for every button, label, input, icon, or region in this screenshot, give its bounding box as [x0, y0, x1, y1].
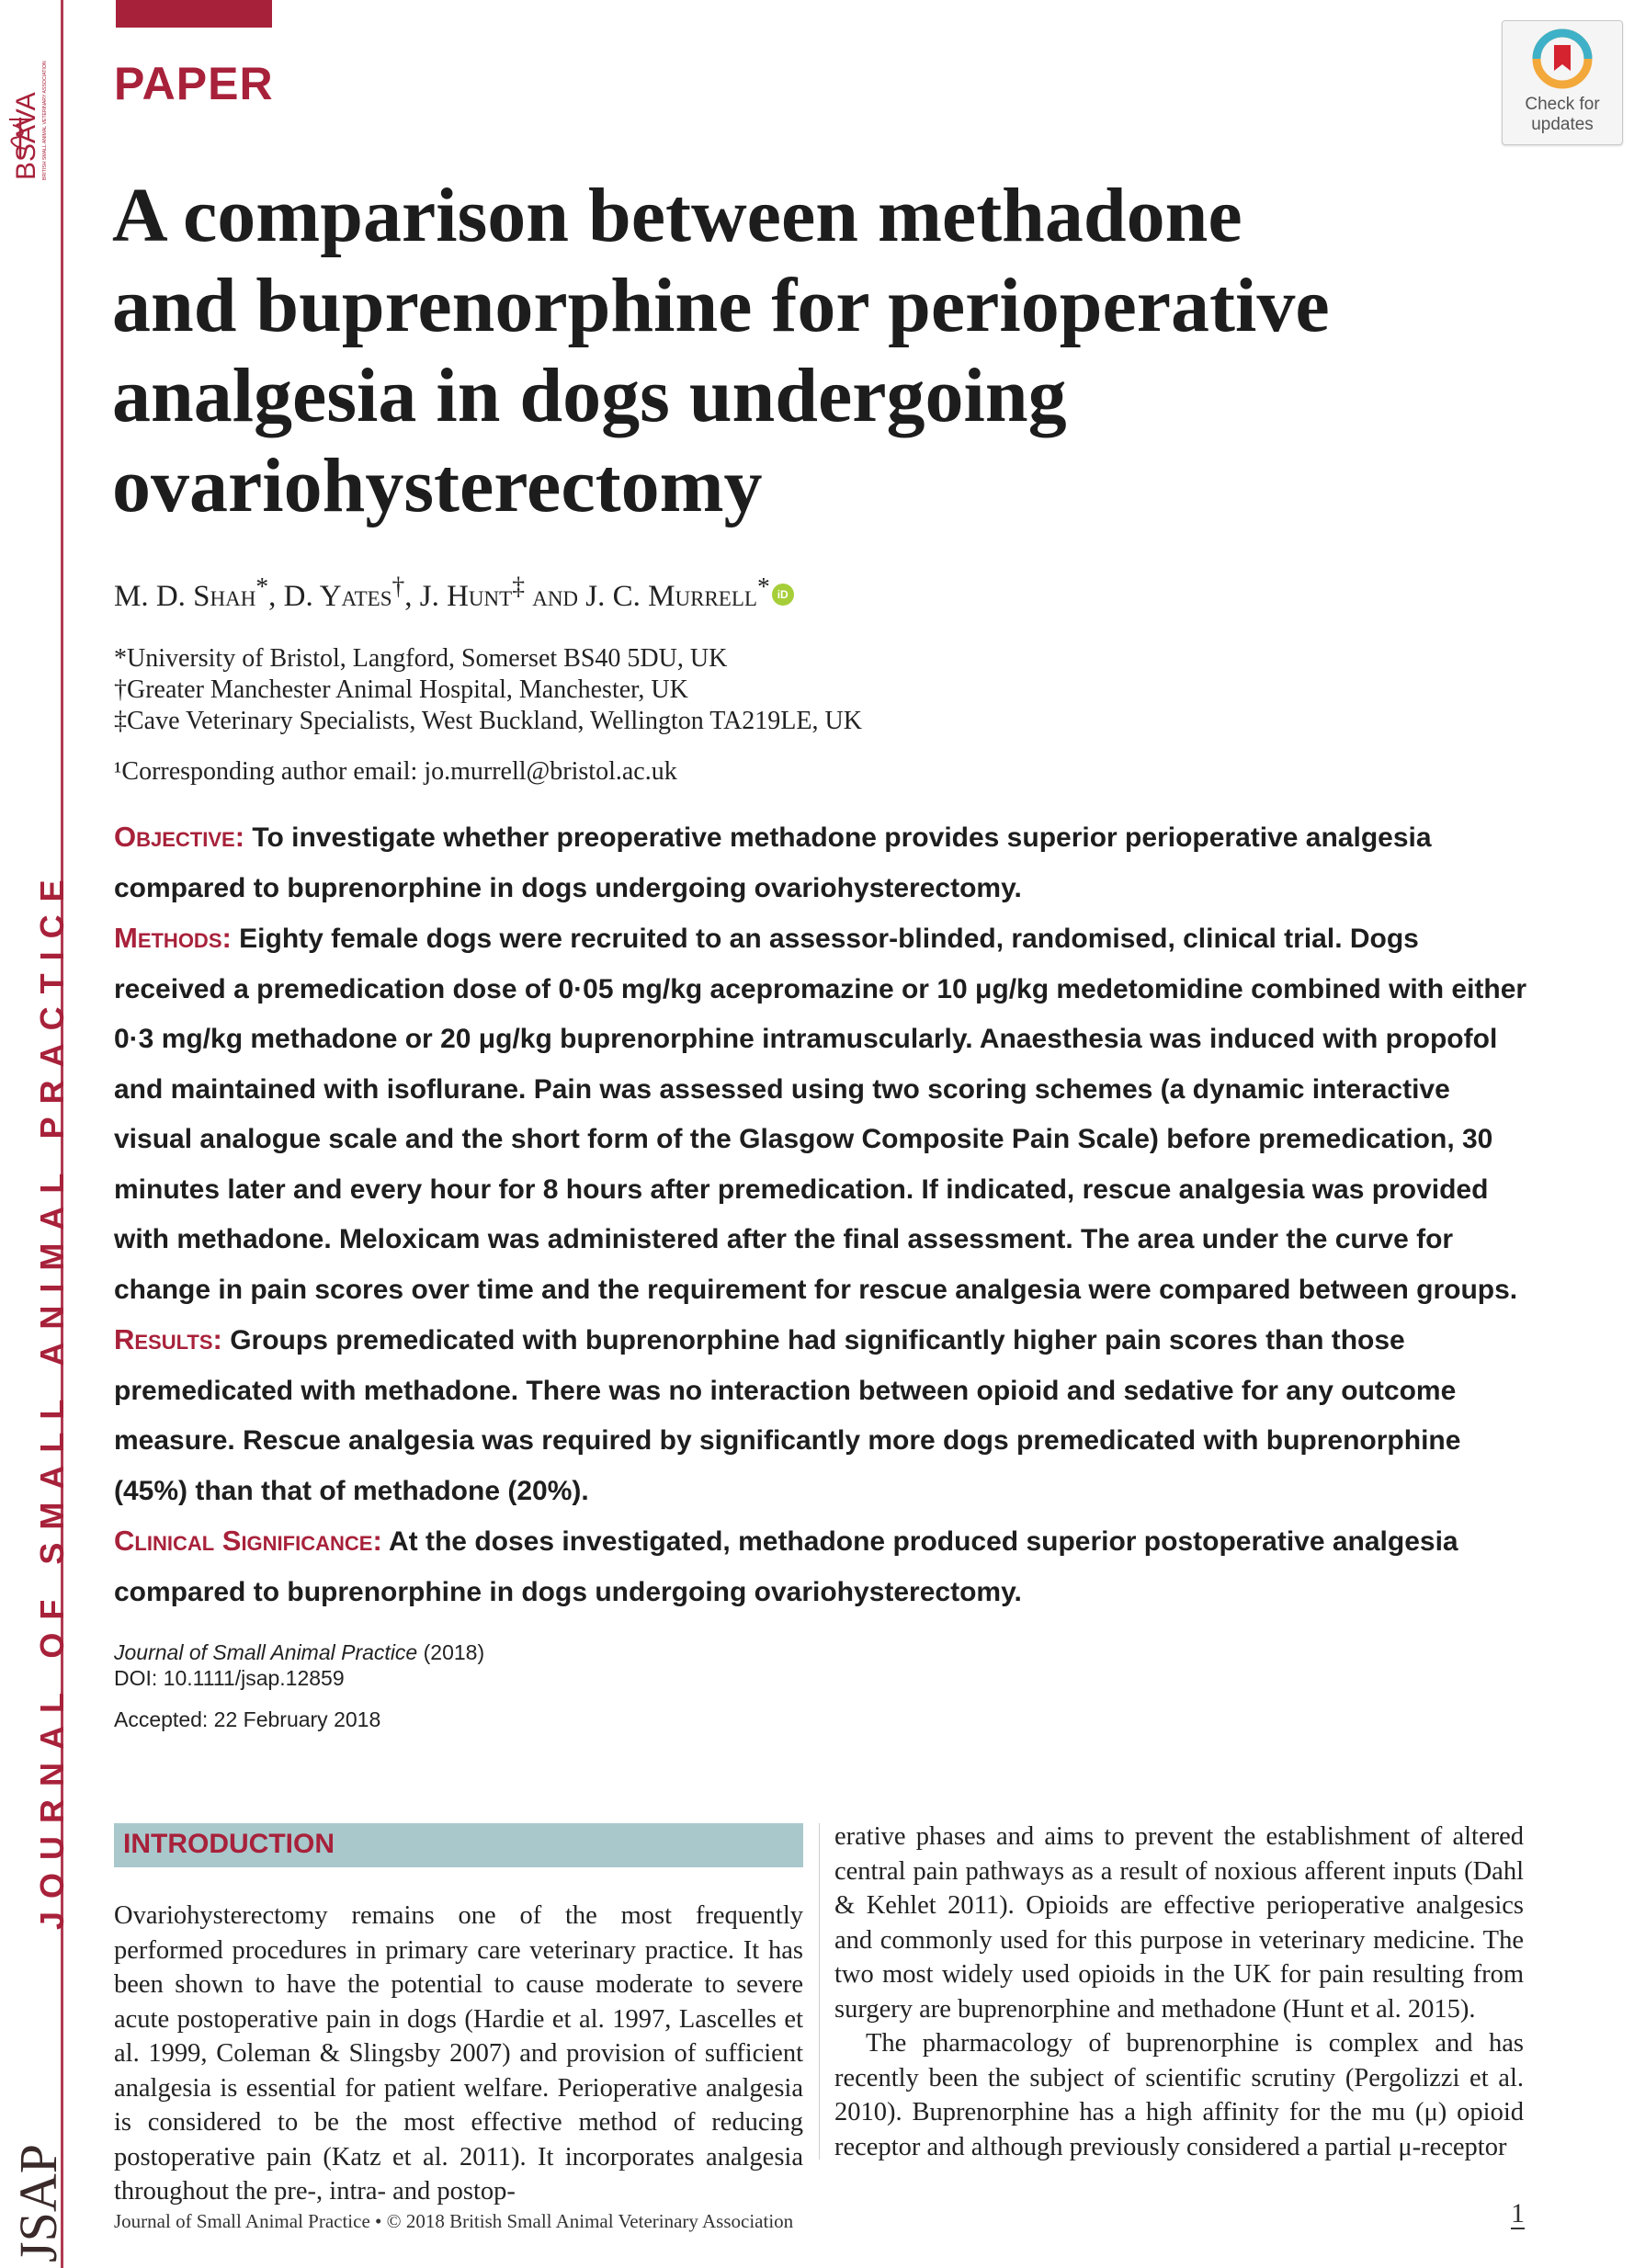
- abstract-results: Results: Groups premedicated with buprenorphine had significantly higher pain scores than those premedicated with methadone. There was no interaction between opioid and sedative for any outcome measure. Rescue analgesia was required by significantly more dogs premedicated with buprenorphine (45%) than that of methadone (20%).: [114, 1323, 1461, 1506]
- intro-right-column: [834, 1820, 1524, 2164]
- orcid-icon[interactable]: iD: [772, 584, 794, 606]
- page-footer: Journal of Small Animal Practice • © 2018 British Small Animal Veterinary Association: [114, 2210, 794, 2232]
- intro-left-column: Ovariohysterectomy remains one of the most frequently performed procedures in primary care veterinary practice. It has been shown to have the potential to cause moderate to severe acute postoperative pain in dogs (Hardie et al. 1997, Lascelles et al. 1999, Coleman & Slingsby 2007) and provision of sufficient analgesia is essential for patient welfare. Perioperative analgesia is considered to be the most effective method of reducing postoperative pain (Katz et al. 2011). It incorporates analgesia throughout the pre-, intra- and postop-: [114, 1901, 803, 2206]
- top-accent-bar: [116, 0, 272, 28]
- jsap-logo-text: JSAP: [8, 2144, 68, 2262]
- abstract-clinical-significance: Clinical Significance: At the doses investigated, methadone produced superior postoperative analgesia compared to buprenorphine in dogs undergoing ovariohysterectomy.: [114, 1525, 1458, 1607]
- paragraph: The pharmacology of buprenorphine is complex and has recently been the subject of scientific scrutiny (Pergolizzi et al. 2010). Buprenorphine has a high affinity for the mu (μ) opioid receptor and although previously considered a partial μ-receptor: [834, 2029, 1524, 2161]
- corresponding-email: ¹Corresponding author email: jo.murrell@bristol.ac.uk: [114, 757, 677, 786]
- paragraph: erative phases and aims to prevent the establishment of altered central pain pathways as a result of noxious afferent inputs (Dahl & Kehlet 2011). Opioids are effective perioperative analgesics and commonly used for this purpose in veterinary medicine. The two most widely used opioids in the UK for pain resulting from surgery are buprenorphine and methadone (Hunt et al. 2015).: [834, 1822, 1524, 2024]
- bsava-logo: [4, 0, 55, 184]
- journal-name-vertical: JOURNAL OF SMALL ANIMAL PRACTICE: [33, 867, 71, 1930]
- abstract-methods: Methods: Eighty female dogs were recruited to an assessor-blinded, randomised, clinical trial. Dogs received a premedication dose of 0·05 mg/kg acepromazine or 10 μg/kg medetomidine combined with either 0·3 mg/kg methadone or 20 μg/kg buprenorphine intramuscularly. Anaesthesia was induced with propofol and maintained with isoflurane. Pain was assessed using two scoring schemes (a dynamic interactive visual analogue scale and the short form of the Glasgow Composite Pain Scale) before premedication, 30 minutes later and every hour for 8 hours after premedication. If indicated, rescue analgesia was provided with methadone. Meloxicam was administered after the final assessment. The area under the curve for change in pain scores over time and the requirement for rescue analgesia were compared between groups.: [114, 922, 1527, 1305]
- check-for-updates-button[interactable]: [1502, 20, 1623, 145]
- title-line: and buprenorphine for perioperative: [112, 263, 1330, 348]
- page-number: 1: [1511, 2198, 1525, 2228]
- introduction-heading: INTRODUCTION: [114, 1823, 803, 1867]
- title-line: ovariohysterectomy: [112, 443, 763, 528]
- author-name: D. Yates: [283, 580, 392, 613]
- bsava-subtitle: BRITISH SMALL ANIMAL VETERINARY ASSOCIATION: [42, 61, 48, 180]
- bsava-wordmark: BSAVA: [11, 92, 41, 180]
- citation-info: Journal of Small Animal Practice (2018) DOI: 10.1111/jsap.12859: [114, 1640, 485, 1690]
- title-line: analgesia in dogs undergoing: [112, 353, 1067, 438]
- journal-title: Journal of Small Animal Practice: [114, 1640, 418, 1664]
- author-name: J. Hunt: [419, 580, 513, 613]
- accepted-date: Accepted: 22 February 2018: [114, 1707, 381, 1731]
- affiliation: *University of Bristol, Langford, Somerset BS40 5DU, UK: [114, 644, 728, 673]
- affiliations: [114, 643, 862, 737]
- affiliation: †Greater Manchester Animal Hospital, Manchester, UK: [114, 675, 688, 704]
- doi[interactable]: DOI: 10.1111/jsap.12859: [114, 1666, 345, 1690]
- abstract-objective: Objective: To investigate whether preoperative methadone provides superior perioperative analgesia compared to buprenorphine in dogs undergoing ovariohysterectomy.: [114, 821, 1432, 903]
- crossmark-icon: [1532, 28, 1593, 89]
- article-type-label: PAPER: [114, 58, 274, 109]
- title-line: A comparison between methadone: [112, 173, 1243, 258]
- author-name: J. C. Murrell: [585, 580, 757, 613]
- column-divider: [819, 1823, 820, 2160]
- author-name: M. D. Shah: [114, 580, 256, 613]
- abstract: [114, 812, 1529, 1617]
- check-for-updates-label: Check for updates: [1525, 95, 1600, 134]
- article-title: [112, 171, 1445, 531]
- author-list: M. D. Shah*, D. Yates†, J. Hunt‡ and J. C. Murrell* iD: [114, 572, 794, 614]
- affiliation: ‡Cave Veterinary Specialists, West Buckland, Wellington TA219LE, UK: [114, 707, 862, 735]
